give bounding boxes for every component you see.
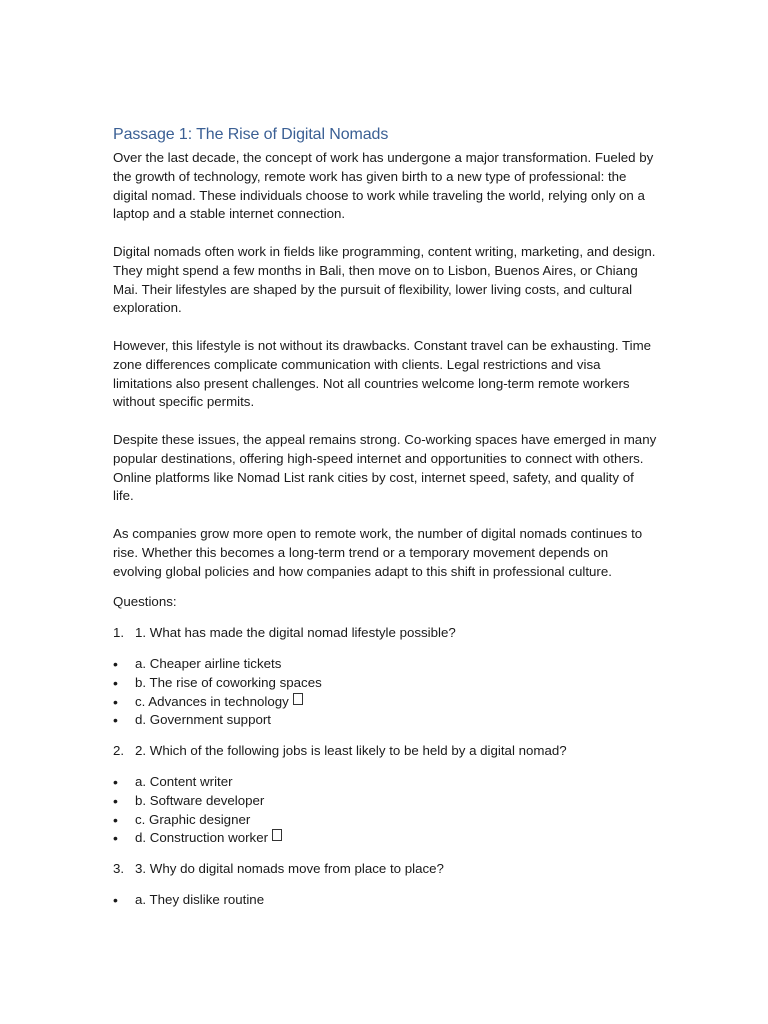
option-text: c. Advances in technology [135,693,289,709]
paragraph: Despite these issues, the appeal remains strong. Co-working spaces have emerged in many popular destinations, offering high-speed internet and opportunities to connect with others. Online platforms like Nomad List rank cities by cost, internet speed, safety, and quality of life. [113,431,657,504]
paragraph: However, this lifestyle is not without its drawbacks. Constant travel can be exhausting. Time zone differences complicate communication with clients. Legal restrictions and visa limitations also present challenges. Not all countries welcome long-term remote workers without specific permits. [113,337,652,410]
question [113,624,658,643]
option-list [113,891,658,910]
option-item [113,711,658,730]
question-number: 3. [113,861,125,877]
option-item [113,773,658,792]
option-item [113,693,658,712]
question [113,860,658,879]
option-text: a. Cheaper airline tickets [135,655,282,671]
document-page [113,124,658,922]
option-item [113,829,658,848]
question-text: 2. Which of the following jobs is least likely to be held by a digital nomad? [135,743,567,759]
option-item [113,891,658,910]
option-item [113,655,658,674]
option-text: c. Graphic designer [135,811,251,827]
question-text: 1. What has made the digital nomad lifestyle possible? [135,625,456,641]
bullet-icon: • [113,712,118,729]
question-text: 3. Why do digital nomads move from place to place? [135,861,444,877]
option-text: b. The rise of coworking spaces [135,674,322,690]
option-item [113,811,658,830]
question-number: 2. [113,743,125,759]
paragraph: As companies grow more open to remote work, the number of digital nomads continues to rise. Whether this becomes a long-term trend or a temporary movement depends on evolving global policies and how companies adapt to this shift in professional culture. [113,525,643,579]
correct-answer-box-icon [293,693,303,705]
option-item [113,792,658,811]
option-text: a. They dislike routine [135,891,265,907]
option-text: d. Government support [135,712,271,728]
paragraph: Digital nomads often work in fields like programming, content writing, marketing, and design. They might spend a few months in Bali, then move on to Lisbon, Buenos Aires, or Chiang Mai. Their lifestyles are shaped by the pursuit of flexibility, lower living costs, and cultural exploration. [113,243,656,316]
paragraph: Over the last decade, the concept of work has undergone a major transformation. Fueled by the growth of technology, remote work has given birth to a new type of professional: the digital nomad. These individuals choose to work while traveling the world, relying only on a laptop and a stable internet connection. [113,150,654,222]
option-text: b. Software developer [135,792,265,808]
option-list [113,655,658,730]
bullet-icon: • [113,773,118,790]
bullet-icon: • [113,655,118,672]
bullet-icon: • [113,891,118,908]
bullet-icon: • [113,792,118,809]
bullet-icon: • [113,693,118,710]
bullet-icon: • [113,811,118,828]
option-item [113,674,658,693]
questions-label: Questions: [113,594,177,610]
option-text: a. Content writer [135,773,233,789]
question-number: 1. [113,625,125,641]
option-list [113,773,658,848]
passage-title: Passage 1: The Rise of Digital Nomads [113,126,389,143]
bullet-icon: • [113,674,118,691]
option-text: d. Construction worker [135,830,269,846]
correct-answer-box-icon [272,829,282,841]
bullet-icon: • [113,830,118,847]
question [113,742,658,761]
